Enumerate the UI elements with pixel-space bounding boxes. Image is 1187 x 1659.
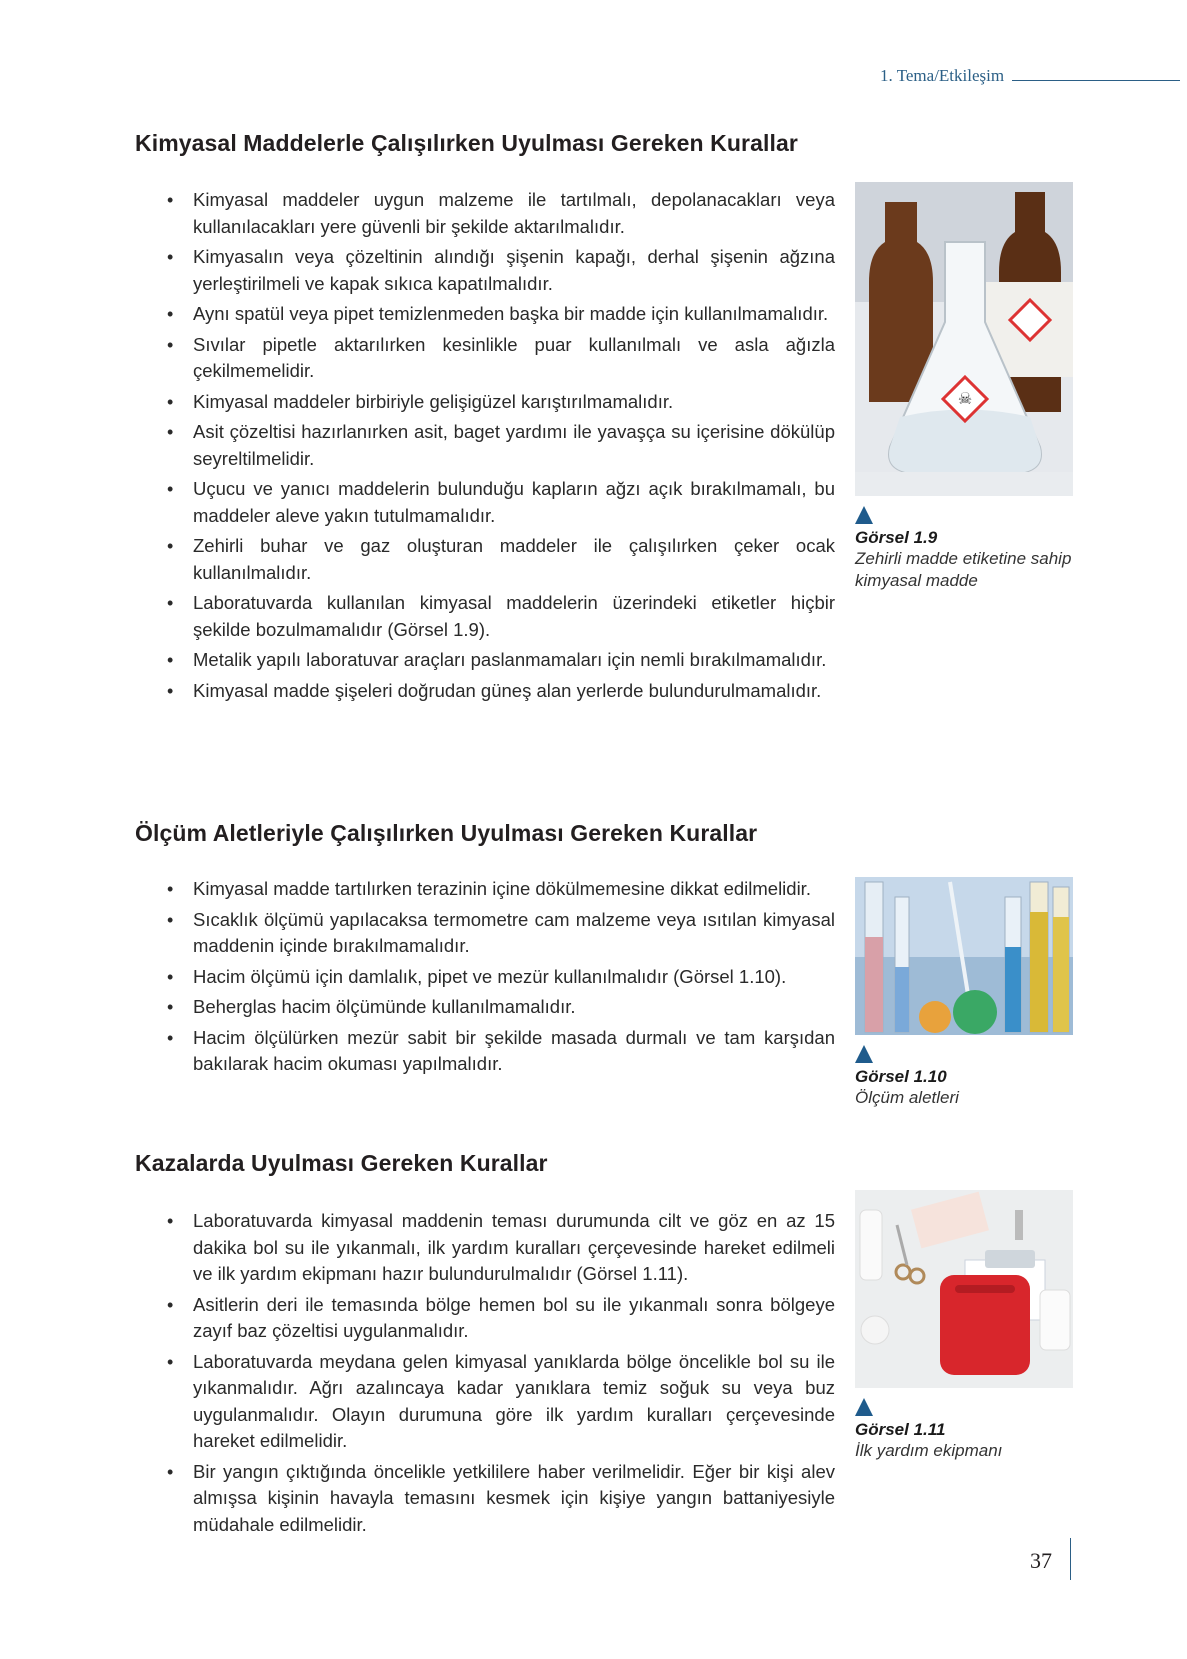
bullet-icon: • [167, 1461, 174, 1482]
section-accidents [135, 1150, 835, 1542]
list-item: • Sıvılar pipetle aktarılırken kesinlikle puar kullanılmalı ve asla ağızla çekilmemelidir. [167, 333, 835, 381]
list-item: • Laboratuvarda kullanılan kimyasal maddelerin üzerindeki etiketler hiçbir şekilde bozulmamalıdır (Görsel 1.9). [167, 592, 835, 640]
rule-list [135, 187, 835, 704]
bullet-icon: • [167, 247, 174, 267]
rule-list [135, 876, 835, 1078]
bullet-icon: • [167, 650, 174, 670]
bullet-icon: • [167, 966, 174, 987]
first-aid-illustration [855, 1190, 1073, 1388]
bullet-icon: • [167, 909, 174, 930]
photo-toxic-flask [855, 182, 1073, 496]
section-title: Ölçüm Aletleriyle Çalışılırken Uyulması Gereken Kurallar [135, 820, 758, 846]
bullet-icon: • [167, 422, 174, 442]
list-item: • Asitlerin deri ile temasında bölge hemen bol su ile yıkanmalı sonra bölgeye zayıf baz çözeltisi uygulanmalıdır. [167, 1293, 835, 1341]
bullet-icon: • [167, 593, 174, 613]
figure-description: Ölçüm aletleri [855, 1088, 959, 1107]
section-title: Kazalarda Uyulması Gereken Kurallar [135, 1150, 548, 1176]
figure-toxic-flask [855, 182, 1073, 592]
list-item: • Kimyasal madde tartılırken terazinin içine dökülmemesine dikkat edilmelidir. [135, 876, 835, 903]
page-number-rule [1070, 1538, 1071, 1580]
bullet-icon: • [167, 334, 174, 355]
list-item: • Laboratuvarda kimyasal maddenin teması durumunda cilt ve göz en az 15 dakika bol su ile yıkanmalı, ilk yardım kuralları çerçevesinde hareket edilmeli ve ilk yardım ekipmanı hazır bulundurulmalıdır (Görsel 1.11). [167, 1210, 835, 1284]
list-item: • Bir yangın çıktığında öncelikle yetkililere haber verilmelidir. Eğer bir kişi alev almışsa kişinin havayla temasını kesmek için kişiye yangın battaniyesiyle müdahale edilmelidir. [167, 1460, 835, 1535]
list-item: • Kimyasalın veya çözeltinin alındığı şişenin kapağı, derhal şişenin ağzına yerleştirilmeli ve kapak sıkıca kapatılmalıdır. [167, 246, 835, 294]
section-measuring-tools [135, 820, 835, 1082]
figure-caption [855, 506, 1073, 592]
bullet-icon: • [167, 1027, 174, 1048]
bullet-icon: • [167, 879, 174, 899]
header-rule [1012, 80, 1180, 81]
lab-tools-illustration [855, 877, 1073, 1035]
figure-number: Görsel 1.9 [855, 528, 938, 547]
list-item: • Aynı spatül veya pipet temizlenmeden başka bir madde için kullanılmamalıdır. [135, 301, 835, 328]
bullet-icon: • [167, 1211, 174, 1231]
section-title: Kimyasal Maddelerle Çalışılırken Uyulması Gereken Kurallar [135, 130, 798, 156]
bullet-icon: • [167, 479, 174, 499]
figure-number: Görsel 1.10 [855, 1067, 947, 1086]
caption-marker-icon [855, 1398, 873, 1416]
page-number: 37 [1030, 1548, 1052, 1573]
photo-first-aid [855, 1190, 1073, 1388]
figure-description: Zehirli madde etiketine sahip kimyasal madde [855, 549, 1072, 590]
running-header [880, 66, 1180, 86]
list-item: • Kimyasal madde şişeleri doğrudan güneş alan yerlerde bulundurulmamalıdır. [135, 678, 835, 705]
caption-marker-icon [855, 1045, 873, 1063]
list-item: • Laboratuvarda meydana gelen kimyasal yanıklarda bölge öncelikle bol su ile yıkanmalıdır. Ağrı azalıncaya kadar yanıklara temiz soğuk su veya buz uygulanmalıdır. Olayın durumuna göre ilk yardım kuralları çerçevesinde hareket edilmelidir. [167, 1350, 835, 1451]
svg-text:☠: ☠ [957, 389, 973, 408]
figure-number: Görsel 1.11 [855, 1420, 946, 1439]
figure-first-aid [855, 1190, 1073, 1462]
list-item: • Metalik yapılı laboratuvar araçları paslanmamaları için nemli bırakılmamalıdır. [135, 647, 835, 674]
flask-illustration [855, 182, 1073, 496]
rule-list [135, 1208, 835, 1538]
section-chemicals [135, 130, 835, 708]
list-item: • Beherglas hacim ölçümünde kullanılmamalıdır. [135, 994, 835, 1021]
list-item: • Kimyasal maddeler uygun malzeme ile tartılmalı, depolanacakları veya kullanılacakları yere güvenli bir şekilde aktarılmalıdır. [167, 189, 835, 237]
list-item: • Zehirli buhar ve gaz oluşturan maddeler ile çalışılırken çeker ocak kullanılmalıdır. [167, 535, 835, 583]
bullet-icon: • [167, 997, 174, 1017]
list-item: • Kimyasal maddeler birbiriyle gelişigüzel karıştırılmamalıdır. [135, 389, 835, 416]
bullet-icon: • [167, 190, 174, 210]
list-item: • Sıcaklık ölçümü yapılacaksa termometre cam malzeme veya ısıtılan kimyasal maddenin içinde bırakılmamalıdır. [167, 908, 835, 956]
figure-measuring-tools [855, 877, 1073, 1109]
photo-measuring-tools [855, 877, 1073, 1035]
caption-marker-icon [855, 506, 873, 524]
bullet-icon: • [167, 1351, 174, 1372]
figure-caption [855, 1045, 1073, 1109]
bullet-icon: • [167, 1294, 174, 1315]
bullet-icon: • [167, 680, 174, 701]
chapter-label: 1. Tema/Etkileşim [880, 66, 1005, 85]
list-item: • Hacim ölçülürken mezür sabit bir şekilde masada durmalı ve tam karşıdan bakılarak hacim okuması yapılmalıdır. [167, 1026, 835, 1074]
list-item: • Uçucu ve yanıcı maddelerin bulunduğu kapların ağzı açık bırakılmamalı, bu maddeler aleve yakın tutulmamalıdır. [167, 478, 835, 526]
bullet-icon: • [167, 391, 174, 412]
list-item: • Hacim ölçümü için damlalık, pipet ve mezür kullanılmalıdır (Görsel 1.10). [135, 964, 835, 991]
bullet-icon: • [167, 304, 174, 324]
bullet-icon: • [167, 536, 174, 556]
figure-description: İlk yardım ekipmanı [855, 1441, 1003, 1460]
list-item: • Asit çözeltisi hazırlanırken asit, baget yardımı ile yavaşça su içerisine dökülüp seyreltilmelidir. [167, 421, 835, 469]
figure-caption [855, 1398, 1073, 1462]
